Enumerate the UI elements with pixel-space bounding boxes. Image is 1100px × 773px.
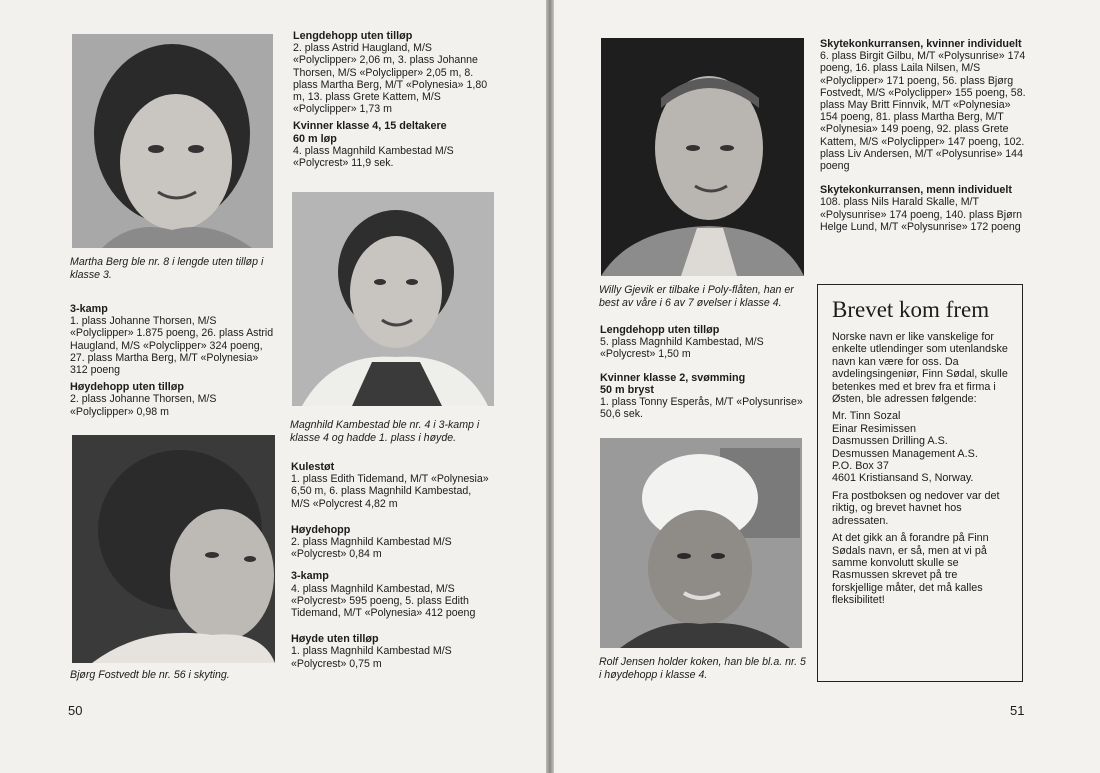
result-skyting-menn: 108. plass Nils Harald Skalle, M/T «Polysunrise» 174 poeng, 140. plass Bjørn Helge Lund, M/T «Polysunrise» 172 poeng bbox=[820, 196, 1022, 233]
address-line: Mr. Tinn Sozal bbox=[832, 410, 901, 423]
heading-skyting-menn: Skytekonkurransen, menn individuelt bbox=[820, 184, 1012, 197]
address-line: P.O. Box 37 bbox=[832, 460, 889, 473]
heading-kvinner-klasse-4: Kvinner klasse 4, 15 deltakere bbox=[293, 120, 447, 133]
photo-martha-berg bbox=[72, 34, 273, 248]
photo-rolf-jensen bbox=[600, 438, 802, 648]
box-intro: Norske navn er like vanskelige for enkelte utlendinger som utenlandske navn kan være for oss. Da avdelingsingeniør, Finn Sødal, skulle betenkes med et brev fra et firma i Østen, ble adressen følgende: bbox=[832, 331, 1008, 406]
brevet-kom-frem-box bbox=[817, 284, 1023, 682]
result-hoydehopp-uten-tillop: 2. plass Johanne Thorsen, M/S «Polyclipper» 0,98 m bbox=[70, 393, 217, 418]
heading-hoydehopp: Høydehopp bbox=[291, 523, 351, 536]
address-line: 4601 Kristiansand S, Norway. bbox=[832, 472, 974, 485]
right-col-right-text bbox=[820, 38, 1026, 233]
result-lengdehopp-uten-tillop-2: 5. plass Magnhild Kambestad, M/S «Polycrest» 1,50 m bbox=[600, 336, 764, 361]
caption-martha: Martha Berg ble nr. 8 i lengde uten tilløp i klasse 3. bbox=[70, 256, 264, 281]
caption-magnhild: Magnhild Kambestad ble nr. 4 i 3-kamp i klasse 4 og hadde 1. plass i høyde. bbox=[290, 419, 480, 444]
result-3-kamp: 1. plass Johanne Thorsen, M/S «Polyclipper» 1.875 poeng, 26. plass Astrid Haugland, M/S «Polyclipper» 324 poeng, 27. plass Martha Berg, M/T «Polynesia» 312 poeng bbox=[70, 315, 274, 377]
left-col2-bottom-text bbox=[291, 461, 491, 670]
right-col-left-text bbox=[600, 324, 805, 420]
heading-lengdehopp-uten-tillop-2: Lengdehopp uten tilløp bbox=[600, 324, 720, 336]
result-kulestot: 1. plass Edith Tidemand, M/T «Polynesia» 6,50 m, 6. plass Magnhild Kambestad, M/S «Polycrest 4,82 m bbox=[291, 473, 489, 510]
heading-60m-lop: 60 m løp bbox=[293, 132, 337, 145]
result-skyting-kvinner: 6. plass Birgit Gilbu, M/T «Polysunrise» 174 poeng, 16. plass Laila Nilsen, M/S «Polyclipper» 171 poeng, 56. plass Bjørg Fostvedt, M/S «Polyclipper» 155 poeng, 58. plass May Britt Finnvik, M/T «Polynesia» 154 poeng, 81. plass Martha Berg, M/T «Polynesia» 149 poeng, 92. plass Grete Kattem, M/S «Polyclipper» 147 poeng, 102. plass Liv Andersen, M/T «Polysunrise» 144 poeng bbox=[820, 50, 1026, 173]
left-col2-top-text bbox=[293, 30, 493, 169]
caption-bjorg: Bjørg Fostvedt ble nr. 56 i skyting. bbox=[70, 669, 230, 681]
page-number-left: 50 bbox=[68, 703, 83, 718]
heading-lengdehopp-uten-tillop: Lengdehopp uten tilløp bbox=[293, 30, 413, 42]
result-3-kamp-2: 4. plass Magnhild Kambestad, M/S «Polycrest» 595 poeng, 5. plass Edith Tidemand, M/T «Polynesia» 412 poeng bbox=[291, 582, 476, 620]
heading-3-kamp-2: 3-kamp bbox=[291, 570, 329, 583]
box-paragraph-3: At det gikk an å forandre på Finn Sødals navn, er så, men at vi på samme konvolutt skulle se Rasmussen skrevet på tre forskjellige måter, det må kalles fleksibilitet! bbox=[832, 532, 989, 607]
address-line: Dasmussen Drilling A.S. bbox=[832, 435, 948, 448]
address-line: Desmussen Management A.S. bbox=[832, 447, 978, 460]
right-page bbox=[554, 0, 1100, 773]
result-hoydehopp: 2. plass Magnhild Kambestad M/S «Polycrest» 0,84 m bbox=[291, 536, 452, 561]
book-gutter bbox=[546, 0, 554, 773]
box-title: Brevet kom frem bbox=[832, 297, 990, 322]
caption-willy: Willy Gjevik er tilbake i Poly-flåten, han er best av våre i 6 av 7 øvelser i klasse 4. bbox=[599, 284, 794, 309]
result-lengdehopp-uten-tillop: 2. plass Astrid Haugland, M/S «Polyclipper» 2,06 m, 3. plass Johanne Thorsen, M/S «Polyclipper» 2,05 m, 8. plass Martha Berg, M/T «Polynesia» 1,80 m, 13. plass Grete Kattem, M/S «Polyclipper» 1,73 m bbox=[293, 42, 488, 116]
result-60m-lop: 4. plass Magnhild Kambestad M/S «Polycrest» 11,9 sek. bbox=[293, 144, 454, 170]
page-number-right: 51 bbox=[1010, 703, 1025, 718]
address-line: Einar Resimissen bbox=[832, 422, 917, 435]
photo-bjorg-fostvedt bbox=[72, 435, 275, 663]
photo-willy-gjevik bbox=[601, 38, 804, 276]
result-50m-bryst: 1. plass Tonny Esperås, M/T «Polysunrise» 50,6 sek. bbox=[600, 396, 803, 421]
photo-magnhild-kambestad bbox=[292, 192, 494, 406]
heading-skyting-kvinner: Skytekonkurransen, kvinner individuelt bbox=[820, 38, 1022, 50]
result-hoyde-uten-tillop: 1. plass Magnhild Kambestad M/S «Polycrest» 0,75 m bbox=[291, 645, 452, 670]
box-address bbox=[832, 410, 1008, 484]
heading-kulestot: Kulestøt bbox=[291, 461, 335, 473]
heading-50m-bryst: 50 m bryst bbox=[600, 383, 655, 396]
heading-hoyde-uten-tillop: Høyde uten tilløp bbox=[291, 633, 379, 646]
heading-kvinner-klasse-2: Kvinner klasse 2, svømming bbox=[600, 371, 746, 384]
caption-rolf: Rolf Jensen holder koken, han ble bl.a. nr. 5 i høydehopp i klasse 4. bbox=[599, 656, 806, 681]
heading-3-kamp: 3-kamp bbox=[70, 303, 108, 315]
left-col1-text bbox=[70, 303, 274, 418]
heading-hoydehopp-uten-tillop: Høydehopp uten tilløp bbox=[70, 381, 184, 394]
box-paragraph-2: Fra postboksen og nedover var det riktig, og brevet havnet hos adressaten. bbox=[832, 489, 1000, 527]
box-body bbox=[832, 331, 1008, 607]
left-page bbox=[0, 0, 546, 773]
